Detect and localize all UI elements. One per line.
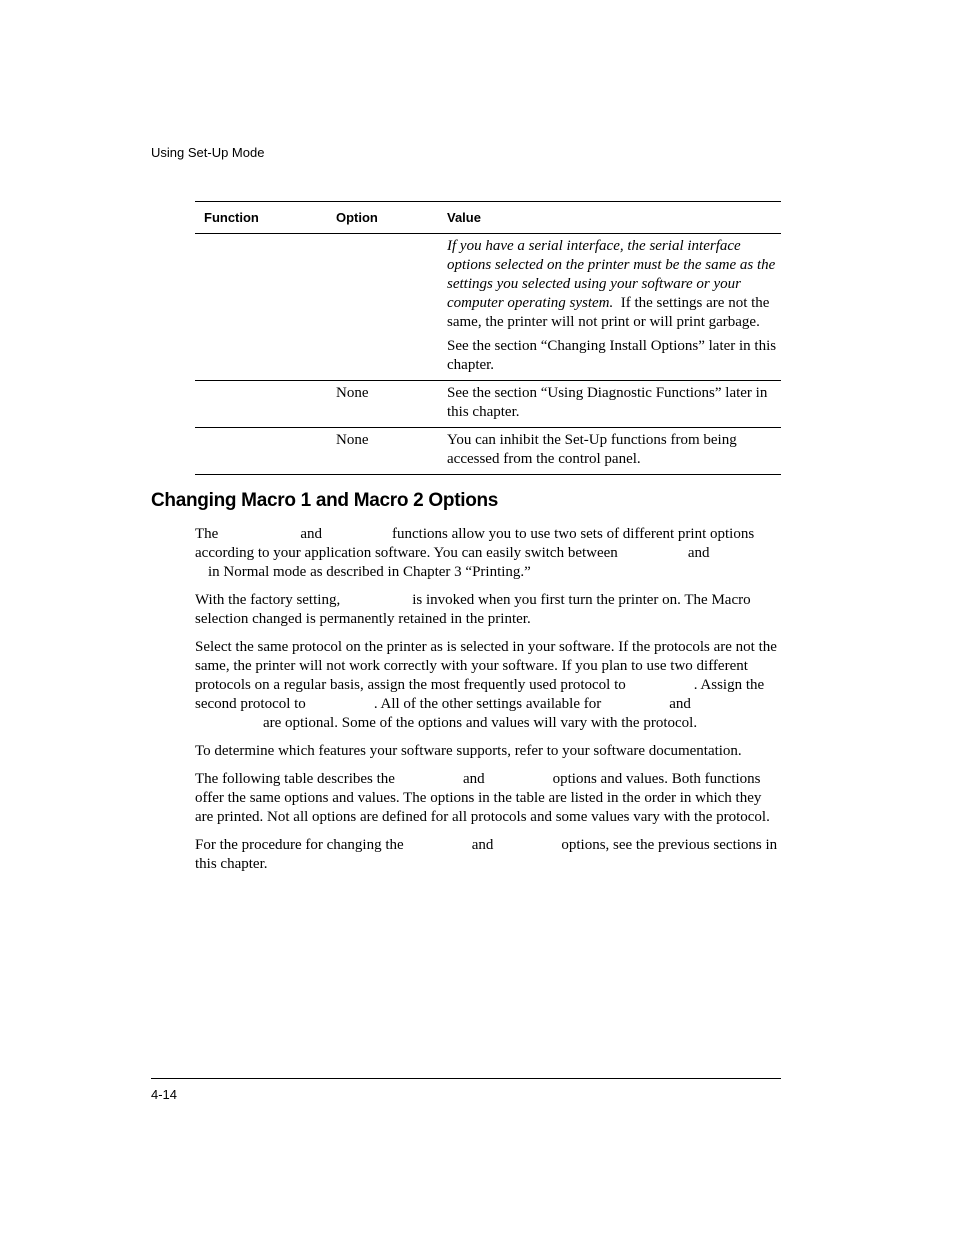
- text-run: . Assign the second protocol to: [195, 677, 765, 712]
- running-header: Using Set-Up Mode: [151, 145, 265, 160]
- cell-function: [195, 428, 327, 475]
- section-heading: Changing Macro 1 and Macro 2 Options: [151, 490, 499, 511]
- text-run: For the procedure for changing the: [195, 837, 404, 853]
- text-run: With the factory setting,: [195, 592, 341, 608]
- paragraph-factory-setting: [195, 591, 781, 629]
- value-italic-text: If you have a serial interface, the serial interface options selected on the printer must be the same as the settings you selected using your software or your computer operating system.: [447, 238, 776, 311]
- cell-function: [195, 234, 327, 381]
- table-row: [195, 381, 781, 428]
- footer-rule: [151, 1078, 781, 1079]
- text-run: and: [462, 771, 485, 787]
- paragraph-intro: [195, 525, 781, 582]
- paragraph-procedure: [195, 836, 781, 874]
- text-run: . All of the other settings available for: [373, 696, 602, 712]
- cell-option: None: [327, 381, 447, 428]
- text-run: and: [687, 545, 710, 561]
- cell-value: See the section “Using Diagnostic Functions” later in this chapter.: [447, 381, 781, 428]
- text-run: Select the same protocol on the printer as is selected in your software. If the protocols are not the same, the printer will not work correctly with your software. If you plan to use two different protocols on a regular basis, assign the most frequently used protocol to: [195, 639, 777, 693]
- settings-table: [195, 201, 781, 475]
- paragraph-software-support: To determine which features your software supports, refer to your software documentation.: [195, 743, 742, 759]
- cell-value: You can inhibit the Set-Up functions from being accessed from the control panel.: [447, 428, 781, 475]
- paragraph-table-description: [195, 770, 781, 827]
- column-header-value: Value: [447, 202, 781, 234]
- text-run: and: [669, 696, 691, 712]
- table-header-row: [195, 202, 781, 234]
- value-plain-text: If the settings are not the same, the printer will not print or will print garbage.: [447, 295, 774, 330]
- text-run: and: [471, 837, 494, 853]
- section-body: [195, 525, 781, 883]
- text-run: The following table describes the: [195, 771, 395, 787]
- text-run: are optional. Some of the options and values will vary with the protocol.: [263, 715, 698, 731]
- text-run: options and values. Both functions offer the same options and values. The options in the table are listed in the order in which they are printed. Not all options are defined for all protocols and some values vary with the protocol.: [195, 771, 770, 825]
- cell-value: [447, 234, 781, 381]
- text-run: functions allow you to use two sets of different print options according to your application software. You can easily switch between: [195, 526, 755, 561]
- value-paragraph: [447, 237, 781, 332]
- column-header-option: Option: [327, 202, 447, 234]
- text-run: is invoked when you first turn the printer on. The Macro selection changed is permanently retained in the printer.: [195, 592, 751, 627]
- value-paragraph-reference: See the section “Changing Install Options” later in this chapter.: [447, 338, 777, 373]
- text-run: in Normal mode as described in Chapter 3 “Printing.”: [208, 564, 531, 580]
- text-run: The: [195, 526, 219, 542]
- text-run: and: [300, 526, 322, 542]
- cell-option: [327, 234, 447, 381]
- page-number: 4-14: [151, 1087, 178, 1102]
- cell-option: None: [327, 428, 447, 475]
- cell-function: [195, 381, 327, 428]
- text-run: options, see the previous sections in this chapter.: [195, 837, 778, 872]
- table-row: [195, 234, 781, 381]
- table-row: [195, 428, 781, 475]
- column-header-function: Function: [195, 202, 327, 234]
- paragraph-protocol: [195, 638, 781, 733]
